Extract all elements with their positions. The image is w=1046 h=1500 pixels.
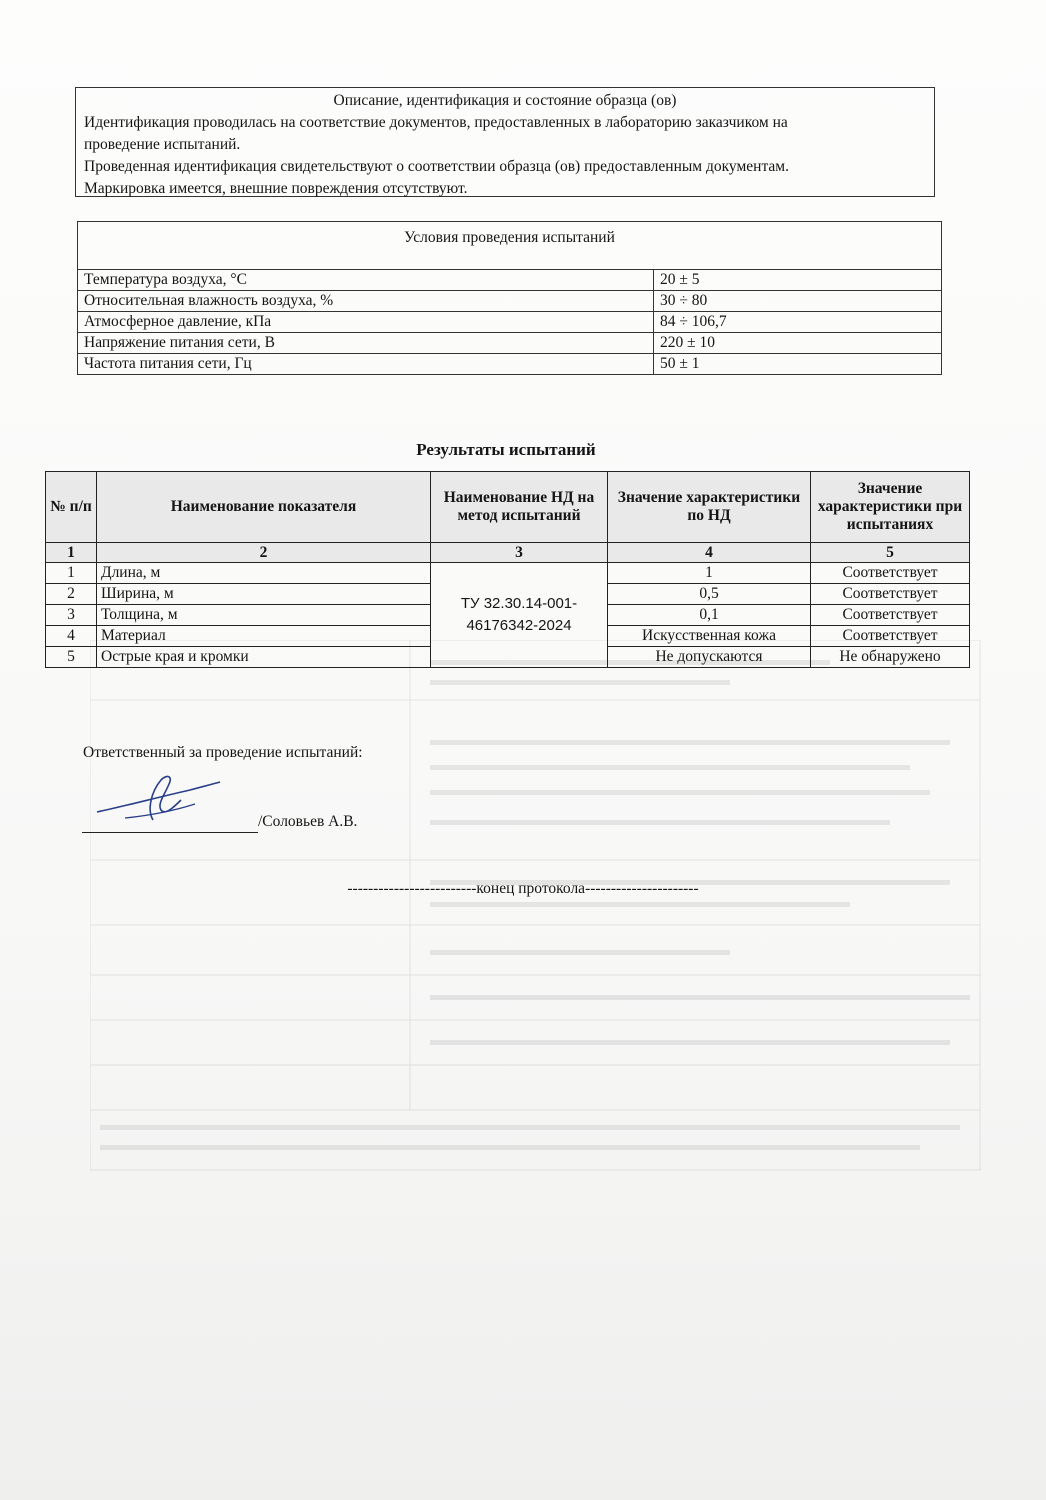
row-value-test: Соответствует <box>811 563 970 584</box>
description-title: Описание, идентификация и состояние образца (ов) <box>333 92 677 109</box>
end-of-protocol: -------------------------конец протокола---------------------- <box>347 880 699 897</box>
row-value-test: Соответствует <box>811 605 970 626</box>
row-name: Толщина, м <box>97 605 431 626</box>
condition-param: Относительная влажность воздуха, % <box>78 291 654 312</box>
row-value-nd: Не допускаются <box>608 647 811 668</box>
column-number: 3 <box>431 543 608 563</box>
column-number: 2 <box>97 543 431 563</box>
row-value-test: Не обнаружено <box>811 647 970 668</box>
row-name: Острые края и кромки <box>97 647 431 668</box>
row-name: Длина, м <box>97 563 431 584</box>
conditions-row <box>78 270 942 291</box>
row-num: 2 <box>46 584 97 605</box>
column-number: 1 <box>46 543 97 563</box>
row-num: 3 <box>46 605 97 626</box>
row-num: 1 <box>46 563 97 584</box>
condition-value: 50 ± 1 <box>654 354 942 375</box>
condition-value: 30 ÷ 80 <box>654 291 942 312</box>
description-line: Идентификация проводилась на соответствие документов, предоставленных в лабораторию заказчиком на <box>84 114 788 131</box>
row-value-nd: 0,1 <box>608 605 811 626</box>
condition-param: Напряжение питания сети, В <box>78 333 654 354</box>
header-nd: Наименование НД на метод испытаний <box>431 472 608 543</box>
conditions-row <box>78 354 942 375</box>
sample-description-box <box>75 87 935 197</box>
row-name: Ширина, м <box>97 584 431 605</box>
signature-line <box>82 832 258 833</box>
row-value-nd: 1 <box>608 563 811 584</box>
nd-document: ТУ 32.30.14-001-46176342-2024 <box>431 563 608 668</box>
condition-value: 220 ± 10 <box>654 333 942 354</box>
results-title: Результаты испытаний <box>416 440 596 459</box>
conditions-row <box>78 312 942 333</box>
row-value-test: Соответствует <box>811 626 970 647</box>
description-line: Проведенная идентификация свидетельствуют о соответствии образца (ов) предоставленным документам. <box>84 158 789 175</box>
header-num: № п/п <box>46 472 97 543</box>
condition-param: Частота питания сети, Гц <box>78 354 654 375</box>
conditions-row <box>78 333 942 354</box>
column-number: 4 <box>608 543 811 563</box>
row-value-test: Соответствует <box>811 584 970 605</box>
test-conditions-table <box>77 221 942 375</box>
conditions-title: Условия проведения испытаний <box>78 222 942 270</box>
description-line: Маркировка имеется, внешние повреждения отсутствуют. <box>84 180 468 197</box>
conditions-row <box>78 291 942 312</box>
header-value-nd: Значение характеристики по НД <box>608 472 811 543</box>
column-number: 5 <box>811 543 970 563</box>
condition-value: 84 ÷ 106,7 <box>654 312 942 333</box>
header-value-test: Значение характеристики при испытаниях <box>811 472 970 543</box>
description-line: проведение испытаний. <box>84 136 241 153</box>
table-row <box>46 563 970 584</box>
row-value-nd: 0,5 <box>608 584 811 605</box>
condition-param: Температура воздуха, °С <box>78 270 654 291</box>
condition-param: Атмосферное давление, кПа <box>78 312 654 333</box>
bleed-through-background <box>90 640 990 1190</box>
row-name: Материал <box>97 626 431 647</box>
header-name: Наименование показателя <box>97 472 431 543</box>
responsible-name: /Соловьев А.В. <box>258 813 358 830</box>
row-num: 5 <box>46 647 97 668</box>
row-value-nd: Искусственная кожа <box>608 626 811 647</box>
handwritten-signature <box>95 770 225 830</box>
row-num: 4 <box>46 626 97 647</box>
condition-value: 20 ± 5 <box>654 270 942 291</box>
column-number-row <box>46 543 970 563</box>
test-results-table <box>45 471 970 668</box>
responsible-label: Ответственный за проведение испытаний: <box>83 744 363 761</box>
results-header-row <box>46 472 970 543</box>
